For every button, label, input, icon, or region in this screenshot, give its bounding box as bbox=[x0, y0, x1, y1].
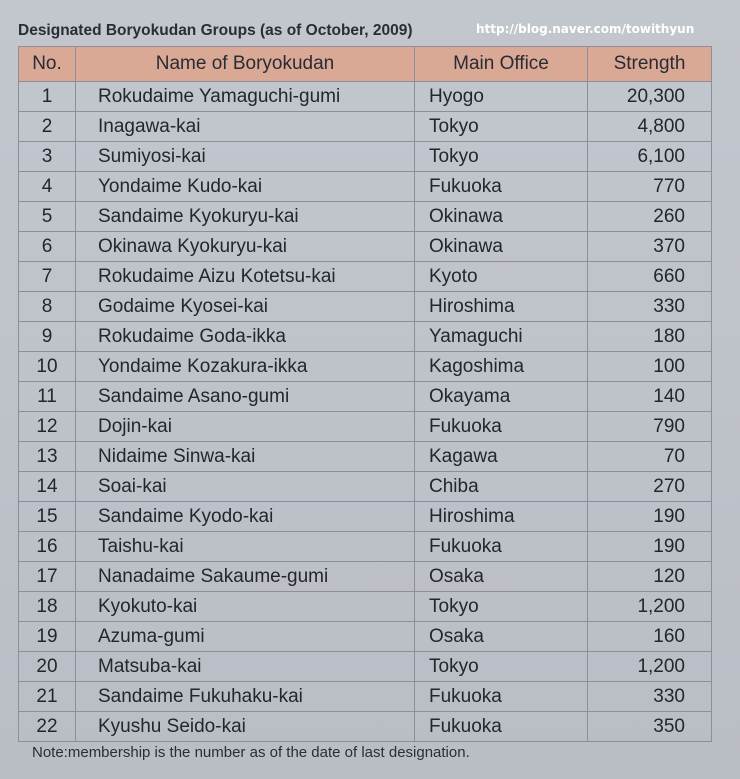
header-strength: Strength bbox=[588, 47, 712, 82]
cell-no: 8 bbox=[19, 292, 76, 322]
table-row bbox=[19, 592, 712, 622]
cell-strength: 100 bbox=[588, 352, 712, 382]
cell-strength: 1,200 bbox=[588, 592, 712, 622]
cell-strength: 4,800 bbox=[588, 112, 712, 142]
cell-name: Nidaime Sinwa-kai bbox=[76, 442, 415, 472]
cell-no: 20 bbox=[19, 652, 76, 682]
table-row bbox=[19, 412, 712, 442]
table-row bbox=[19, 322, 712, 352]
cell-no: 11 bbox=[19, 382, 76, 412]
cell-main-office: Hiroshima bbox=[415, 292, 588, 322]
cell-main-office: Fukuoka bbox=[415, 682, 588, 712]
cell-name: Kyokuto-kai bbox=[76, 592, 415, 622]
cell-no: 13 bbox=[19, 442, 76, 472]
cell-no: 1 bbox=[19, 82, 76, 112]
cell-name: Soai-kai bbox=[76, 472, 415, 502]
cell-strength: 180 bbox=[588, 322, 712, 352]
cell-main-office: Hiroshima bbox=[415, 502, 588, 532]
table-row bbox=[19, 682, 712, 712]
table-row bbox=[19, 472, 712, 502]
cell-no: 16 bbox=[19, 532, 76, 562]
table-row bbox=[19, 712, 712, 742]
cell-strength: 330 bbox=[588, 292, 712, 322]
cell-strength: 6,100 bbox=[588, 142, 712, 172]
cell-name: Rokudaime Goda-ikka bbox=[76, 322, 415, 352]
table-title: Designated Boryokudan Groups (as of October, 2009) bbox=[18, 22, 413, 39]
cell-no: 18 bbox=[19, 592, 76, 622]
footnote: Note:membership is the number as of the date of last designation. bbox=[32, 744, 470, 761]
cell-main-office: Chiba bbox=[415, 472, 588, 502]
cell-name: Yondaime Kudo-kai bbox=[76, 172, 415, 202]
cell-strength: 260 bbox=[588, 202, 712, 232]
header-no: No. bbox=[19, 47, 76, 82]
cell-name: Nanadaime Sakaume-gumi bbox=[76, 562, 415, 592]
cell-name: Sandaime Fukuhaku-kai bbox=[76, 682, 415, 712]
cell-strength: 370 bbox=[588, 232, 712, 262]
table-header-row bbox=[19, 47, 712, 82]
table-row bbox=[19, 382, 712, 412]
header-name: Name of Boryokudan bbox=[76, 47, 415, 82]
table-row bbox=[19, 292, 712, 322]
cell-strength: 330 bbox=[588, 682, 712, 712]
cell-no: 3 bbox=[19, 142, 76, 172]
cell-main-office: Fukuoka bbox=[415, 172, 588, 202]
cell-no: 6 bbox=[19, 232, 76, 262]
cell-no: 7 bbox=[19, 262, 76, 292]
cell-strength: 190 bbox=[588, 502, 712, 532]
cell-main-office: Osaka bbox=[415, 622, 588, 652]
cell-no: 22 bbox=[19, 712, 76, 742]
cell-strength: 160 bbox=[588, 622, 712, 652]
cell-name: Taishu-kai bbox=[76, 532, 415, 562]
cell-no: 15 bbox=[19, 502, 76, 532]
cell-main-office: Fukuoka bbox=[415, 532, 588, 562]
table-row bbox=[19, 442, 712, 472]
cell-strength: 1,200 bbox=[588, 652, 712, 682]
cell-strength: 70 bbox=[588, 442, 712, 472]
cell-name: Rokudaime Aizu Kotetsu-kai bbox=[76, 262, 415, 292]
cell-main-office: Kagawa bbox=[415, 442, 588, 472]
cell-main-office: Fukuoka bbox=[415, 412, 588, 442]
cell-no: 9 bbox=[19, 322, 76, 352]
cell-strength: 350 bbox=[588, 712, 712, 742]
table-row bbox=[19, 112, 712, 142]
table-row bbox=[19, 232, 712, 262]
header-main-office: Main Office bbox=[415, 47, 588, 82]
cell-strength: 770 bbox=[588, 172, 712, 202]
cell-strength: 20,300 bbox=[588, 82, 712, 112]
cell-name: Matsuba-kai bbox=[76, 652, 415, 682]
cell-no: 21 bbox=[19, 682, 76, 712]
cell-strength: 190 bbox=[588, 532, 712, 562]
cell-name: Yondaime Kozakura-ikka bbox=[76, 352, 415, 382]
cell-no: 12 bbox=[19, 412, 76, 442]
cell-main-office: Okayama bbox=[415, 382, 588, 412]
table-row bbox=[19, 562, 712, 592]
table-row bbox=[19, 82, 712, 112]
cell-name: Dojin-kai bbox=[76, 412, 415, 442]
table-row bbox=[19, 652, 712, 682]
cell-no: 10 bbox=[19, 352, 76, 382]
cell-name: Godaime Kyosei-kai bbox=[76, 292, 415, 322]
cell-main-office: Kyoto bbox=[415, 262, 588, 292]
cell-strength: 270 bbox=[588, 472, 712, 502]
cell-main-office: Tokyo bbox=[415, 142, 588, 172]
cell-main-office: Hyogo bbox=[415, 82, 588, 112]
cell-name: Okinawa Kyokuryu-kai bbox=[76, 232, 415, 262]
table-row bbox=[19, 352, 712, 382]
cell-name: Sandaime Kyokuryu-kai bbox=[76, 202, 415, 232]
table-row bbox=[19, 202, 712, 232]
cell-name: Sandaime Kyodo-kai bbox=[76, 502, 415, 532]
cell-main-office: Fukuoka bbox=[415, 712, 588, 742]
cell-main-office: Tokyo bbox=[415, 112, 588, 142]
watermark-url: http://blog.naver.com/towithyun bbox=[476, 22, 695, 36]
table-row bbox=[19, 532, 712, 562]
table-row bbox=[19, 172, 712, 202]
cell-main-office: Tokyo bbox=[415, 592, 588, 622]
cell-name: Azuma-gumi bbox=[76, 622, 415, 652]
table-row bbox=[19, 622, 712, 652]
cell-strength: 790 bbox=[588, 412, 712, 442]
boryokudan-table bbox=[18, 46, 712, 742]
cell-strength: 140 bbox=[588, 382, 712, 412]
cell-main-office: Yamaguchi bbox=[415, 322, 588, 352]
cell-no: 14 bbox=[19, 472, 76, 502]
table-row bbox=[19, 502, 712, 532]
cell-main-office: Tokyo bbox=[415, 652, 588, 682]
cell-main-office: Okinawa bbox=[415, 232, 588, 262]
cell-main-office: Okinawa bbox=[415, 202, 588, 232]
cell-main-office: Osaka bbox=[415, 562, 588, 592]
cell-no: 4 bbox=[19, 172, 76, 202]
cell-no: 19 bbox=[19, 622, 76, 652]
cell-name: Inagawa-kai bbox=[76, 112, 415, 142]
cell-main-office: Kagoshima bbox=[415, 352, 588, 382]
table-body bbox=[19, 82, 712, 742]
cell-no: 2 bbox=[19, 112, 76, 142]
table-row bbox=[19, 262, 712, 292]
table-row bbox=[19, 142, 712, 172]
cell-strength: 660 bbox=[588, 262, 712, 292]
cell-no: 17 bbox=[19, 562, 76, 592]
cell-name: Kyushu Seido-kai bbox=[76, 712, 415, 742]
cell-name: Rokudaime Yamaguchi-gumi bbox=[76, 82, 415, 112]
cell-strength: 120 bbox=[588, 562, 712, 592]
cell-name: Sandaime Asano-gumi bbox=[76, 382, 415, 412]
cell-name: Sumiyosi-kai bbox=[76, 142, 415, 172]
cell-no: 5 bbox=[19, 202, 76, 232]
